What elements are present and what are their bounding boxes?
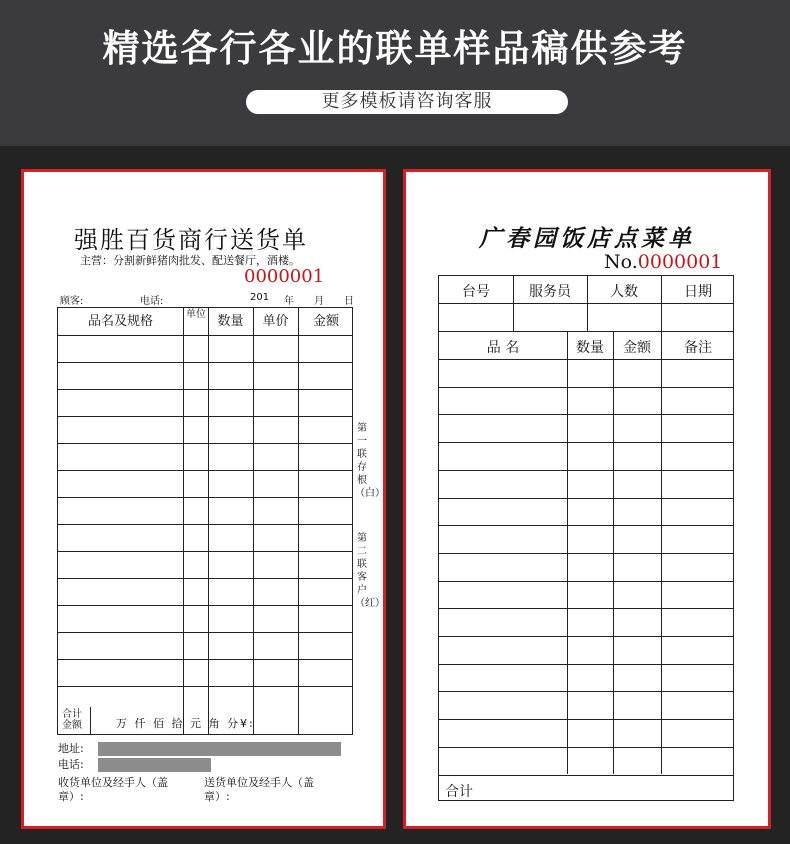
address-label: 地址: bbox=[58, 742, 84, 755]
receiver-label: 收货单位及经手人（盖章）: bbox=[58, 776, 168, 803]
total-units: 万 仟 佰 拾 元 角 分¥: bbox=[116, 717, 255, 730]
order-slip-table bbox=[438, 275, 734, 801]
table-row bbox=[439, 498, 733, 499]
delivery-note-title: 强胜百货商行送货单 bbox=[74, 226, 308, 254]
header-waiter: 服务员 bbox=[529, 284, 571, 300]
table-row bbox=[58, 551, 352, 552]
consult-button[interactable]: 更多模板请咨询客服 bbox=[246, 90, 568, 114]
total-label: 合计金额 bbox=[62, 709, 82, 731]
order-slip-number bbox=[604, 251, 722, 273]
delivery-note-sample bbox=[21, 169, 386, 829]
table-row bbox=[439, 414, 733, 415]
table-row bbox=[439, 581, 733, 582]
table-row bbox=[439, 664, 733, 665]
table-row bbox=[439, 747, 733, 748]
table-row bbox=[58, 605, 352, 606]
table-row bbox=[439, 525, 733, 526]
table-row bbox=[439, 470, 733, 471]
table-row bbox=[58, 470, 352, 471]
table-row bbox=[439, 608, 733, 609]
table-row bbox=[58, 416, 352, 417]
table-row bbox=[439, 719, 733, 720]
no-label: No. bbox=[604, 251, 638, 273]
order-slip-serial: 0000001 bbox=[637, 251, 723, 273]
col-divider bbox=[183, 308, 184, 734]
copy-note-stub: 第一联存根（白） bbox=[355, 423, 385, 499]
column-header-amount: 金额 bbox=[312, 314, 339, 329]
customer-label: 顾客: bbox=[60, 296, 84, 307]
table-row bbox=[439, 553, 733, 554]
column-header-amount: 金额 bbox=[623, 340, 651, 356]
table-row bbox=[58, 335, 352, 336]
table-row bbox=[58, 659, 352, 660]
table-row bbox=[58, 362, 352, 363]
table-row bbox=[58, 389, 352, 390]
table-row bbox=[439, 442, 733, 443]
banner-title: 精选各行各业的联单样品稿供参考 bbox=[102, 27, 688, 70]
col-divider bbox=[208, 308, 209, 734]
total-label: 合计 bbox=[445, 784, 473, 800]
col-divider bbox=[253, 308, 254, 734]
redacted-address bbox=[98, 742, 341, 756]
delivery-note-serial: 0000001 bbox=[244, 266, 325, 287]
redacted-phone bbox=[98, 758, 211, 772]
table-row bbox=[58, 524, 352, 525]
date-month-label: 月 bbox=[314, 296, 324, 307]
order-slip-title: 广春园饭店点菜单 bbox=[479, 225, 695, 252]
copy-note-customer: 第二联客户（红） bbox=[355, 533, 385, 609]
table-row bbox=[58, 578, 352, 579]
column-header-price: 单价 bbox=[262, 314, 289, 329]
table-row bbox=[439, 636, 733, 637]
date-year-label: 年 bbox=[284, 296, 294, 307]
table-row bbox=[58, 632, 352, 633]
sender-label: 送货单位及经手人（盖章）: bbox=[204, 776, 314, 803]
tel-label: 电话: bbox=[58, 758, 84, 771]
delivery-note-table bbox=[57, 307, 353, 735]
header-guests: 人数 bbox=[610, 284, 638, 300]
table-row bbox=[58, 686, 352, 687]
column-header-dish: 品 名 bbox=[486, 340, 520, 356]
banner bbox=[0, 0, 790, 146]
phone-label: 电话: bbox=[140, 296, 164, 307]
column-header-unit: 单位 bbox=[186, 309, 206, 320]
column-header-item: 品名及规格 bbox=[87, 314, 153, 329]
order-slip-sample bbox=[403, 169, 771, 829]
delivery-note-subtitle: 主营：分割新鲜猪肉批发、配送餐厅，酒楼。 bbox=[80, 254, 300, 267]
date-day-label: 日 bbox=[344, 296, 354, 307]
column-header-qty: 数量 bbox=[576, 340, 604, 356]
table-row bbox=[439, 691, 733, 692]
col-divider bbox=[298, 308, 299, 734]
table-row bbox=[439, 387, 733, 388]
table-row bbox=[439, 775, 733, 776]
header-date: 日期 bbox=[684, 284, 712, 300]
total-row bbox=[57, 707, 353, 735]
date-year: 201 bbox=[250, 292, 270, 303]
table-row bbox=[58, 443, 352, 444]
column-header-notes: 备注 bbox=[684, 340, 712, 356]
column-header-qty: 数量 bbox=[217, 314, 244, 329]
table-row bbox=[58, 497, 352, 498]
header-table-no: 台号 bbox=[462, 284, 490, 300]
